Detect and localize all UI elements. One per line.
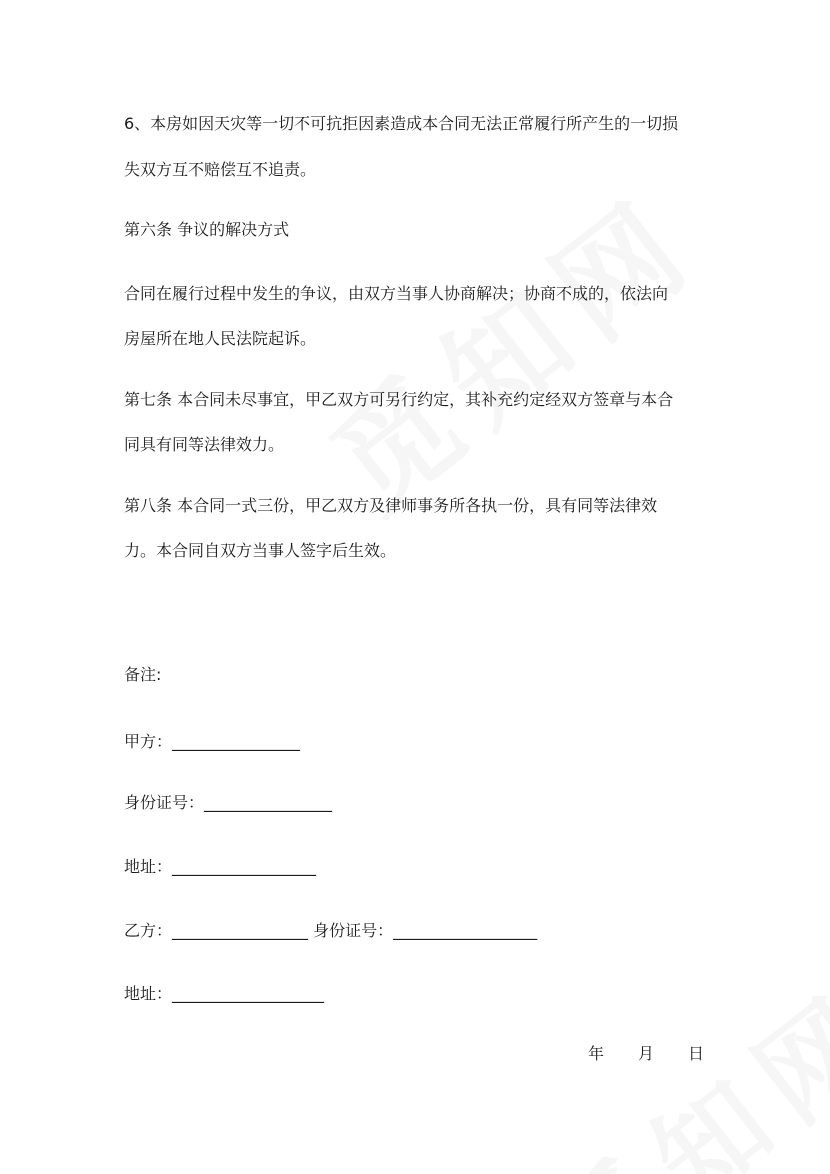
party-a-field: 甲方：________________ xyxy=(124,732,301,751)
clause6-item6-line2: 失双方互不赔偿互不追责。 xyxy=(124,160,317,179)
party-a-id-field: 身份证号：________________ xyxy=(124,793,333,812)
article6-title: 第六条 争议的解决方式 xyxy=(124,220,290,239)
date-month: 月 xyxy=(638,1044,655,1063)
date-day: 日 xyxy=(688,1044,705,1063)
article8-line2: 力。本合同自双方当事人签字后生效。 xyxy=(124,541,397,560)
party-b-address-field: 地址：___________________ xyxy=(124,984,325,1003)
date-year: 年 xyxy=(588,1044,605,1063)
article6-body-line1: 合同在履行过程中发生的争议，由双方当事人协商解决；协商不成的，依法向 xyxy=(124,284,669,303)
remarks-label: 备注: xyxy=(124,665,162,684)
clause6-item6-line1: 6、本房如因天灾等一切不可抗拒因素造成本合同无法正常履行所产生的一切损 xyxy=(124,114,679,133)
article7-line1: 第七条 本合同未尽事宜，甲乙双方可另行约定，其补充约定经双方签章与本合 xyxy=(124,390,674,409)
watermark-bottom xyxy=(513,947,830,1174)
article7-line2: 同具有同等法律效力。 xyxy=(124,435,285,454)
article8-line1: 第八条 本合同一式三份，甲乙双方及律师事务所各执一份，具有同等法律效 xyxy=(124,496,658,515)
party-b-field: 乙方：_________________ 身份证号：__________________ xyxy=(124,921,538,940)
party-a-address-field: 地址：__________________ xyxy=(124,857,317,876)
article6-body-line2: 房屋所在地人民法院起诉。 xyxy=(124,329,317,348)
